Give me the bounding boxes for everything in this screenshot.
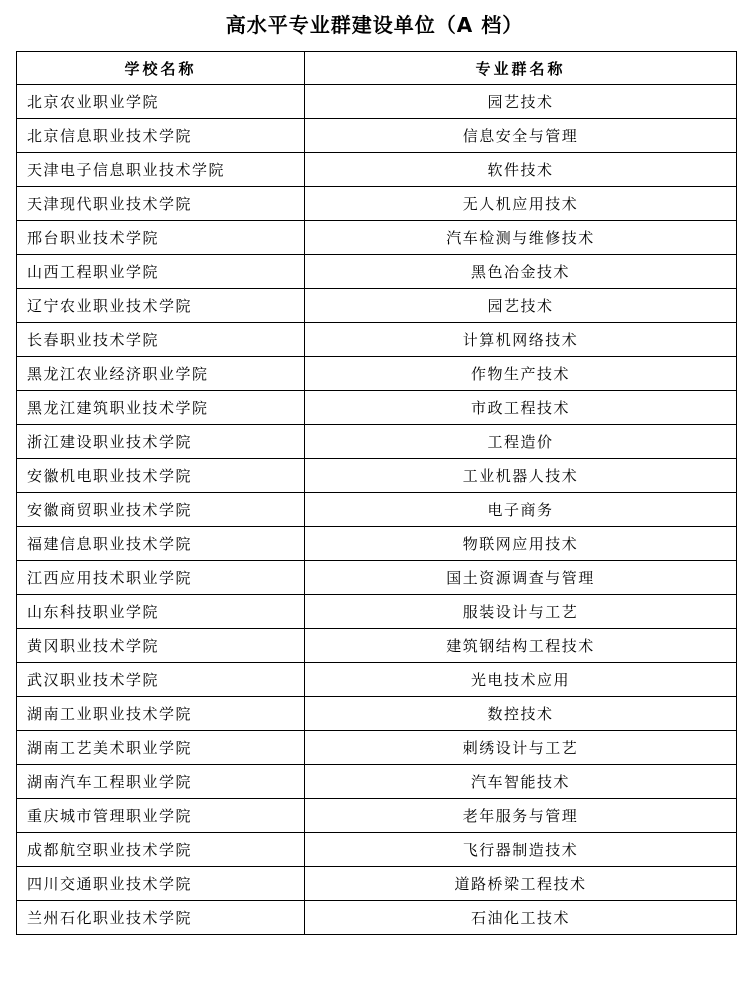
- table-row: [17, 85, 737, 119]
- table-row: [17, 799, 737, 833]
- table-row: [17, 323, 737, 357]
- group-name-cell: 数控技术: [305, 697, 737, 731]
- school-name-cell: 湖南汽车工程职业学院: [17, 765, 305, 799]
- school-name-cell: 邢台职业技术学院: [17, 221, 305, 255]
- school-name-cell: 安徽商贸职业技术学院: [17, 493, 305, 527]
- table-row: [17, 459, 737, 493]
- school-name-cell: 湖南工业职业技术学院: [17, 697, 305, 731]
- table-header-row: [17, 52, 737, 85]
- school-name-cell: 兰州石化职业技术学院: [17, 901, 305, 935]
- school-name-cell: 北京农业职业学院: [17, 85, 305, 119]
- table-row: [17, 425, 737, 459]
- table-row: [17, 153, 737, 187]
- table-row: [17, 289, 737, 323]
- group-name-cell: 光电技术应用: [305, 663, 737, 697]
- group-name-cell: 工程造价: [305, 425, 737, 459]
- column-header-school-name: 学校名称: [17, 52, 305, 85]
- table-row: [17, 221, 737, 255]
- table-row: [17, 357, 737, 391]
- school-name-cell: 山西工程职业学院: [17, 255, 305, 289]
- group-name-cell: 刺绣设计与工艺: [305, 731, 737, 765]
- table-row: [17, 867, 737, 901]
- school-name-cell: 北京信息职业技术学院: [17, 119, 305, 153]
- table-row: [17, 561, 737, 595]
- group-name-cell: 汽车智能技术: [305, 765, 737, 799]
- group-name-cell: 园艺技术: [305, 85, 737, 119]
- group-name-cell: 作物生产技术: [305, 357, 737, 391]
- table-row: [17, 493, 737, 527]
- table-body: [17, 85, 737, 935]
- group-name-cell: 电子商务: [305, 493, 737, 527]
- table-row: [17, 901, 737, 935]
- group-name-cell: 飞行器制造技术: [305, 833, 737, 867]
- school-name-cell: 成都航空职业技术学院: [17, 833, 305, 867]
- school-name-cell: 武汉职业技术学院: [17, 663, 305, 697]
- group-name-cell: 服装设计与工艺: [305, 595, 737, 629]
- school-name-cell: 黑龙江农业经济职业学院: [17, 357, 305, 391]
- table-row: [17, 255, 737, 289]
- school-name-cell: 辽宁农业职业技术学院: [17, 289, 305, 323]
- school-name-cell: 天津现代职业技术学院: [17, 187, 305, 221]
- school-name-cell: 四川交通职业技术学院: [17, 867, 305, 901]
- table-row: [17, 731, 737, 765]
- page-title: 高水平专业群建设单位（A 档）: [225, 13, 524, 37]
- column-header-group-name: 专业群名称: [305, 52, 737, 85]
- table-row: [17, 765, 737, 799]
- group-name-cell: 物联网应用技术: [305, 527, 737, 561]
- school-name-cell: 山东科技职业学院: [17, 595, 305, 629]
- school-name-cell: 湖南工艺美术职业学院: [17, 731, 305, 765]
- school-name-cell: 黄冈职业技术学院: [17, 629, 305, 663]
- group-name-cell: 石油化工技术: [305, 901, 737, 935]
- school-name-cell: 重庆城市管理职业学院: [17, 799, 305, 833]
- table-row: [17, 119, 737, 153]
- table-row: [17, 697, 737, 731]
- group-name-cell: 市政工程技术: [305, 391, 737, 425]
- table-row: [17, 629, 737, 663]
- group-name-cell: 无人机应用技术: [305, 187, 737, 221]
- group-name-cell: 国土资源调查与管理: [305, 561, 737, 595]
- group-name-cell: 建筑钢结构工程技术: [305, 629, 737, 663]
- group-name-cell: 工业机器人技术: [305, 459, 737, 493]
- group-name-cell: 汽车检测与维修技术: [305, 221, 737, 255]
- group-name-cell: 黑色冶金技术: [305, 255, 737, 289]
- group-name-cell: 计算机网络技术: [305, 323, 737, 357]
- group-name-cell: 老年服务与管理: [305, 799, 737, 833]
- table-row: [17, 595, 737, 629]
- table-row: [17, 187, 737, 221]
- table-row: [17, 833, 737, 867]
- school-name-cell: 天津电子信息职业技术学院: [17, 153, 305, 187]
- school-name-cell: 黑龙江建筑职业技术学院: [17, 391, 305, 425]
- school-name-cell: 安徽机电职业技术学院: [17, 459, 305, 493]
- group-name-cell: 软件技术: [305, 153, 737, 187]
- table-row: [17, 527, 737, 561]
- school-name-cell: 福建信息职业技术学院: [17, 527, 305, 561]
- group-name-cell: 园艺技术: [305, 289, 737, 323]
- group-name-cell: 道路桥梁工程技术: [305, 867, 737, 901]
- units-table: [16, 51, 737, 935]
- group-name-cell: 信息安全与管理: [305, 119, 737, 153]
- table-row: [17, 663, 737, 697]
- school-name-cell: 浙江建设职业技术学院: [17, 425, 305, 459]
- table-row: [17, 391, 737, 425]
- school-name-cell: 江西应用技术职业学院: [17, 561, 305, 595]
- school-name-cell: 长春职业技术学院: [17, 323, 305, 357]
